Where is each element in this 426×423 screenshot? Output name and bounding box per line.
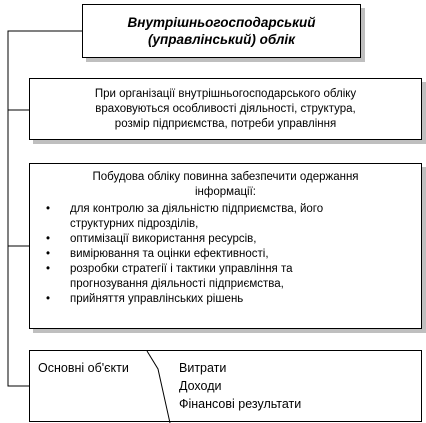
title-line-1: Внутрішньогосподарський [127,15,316,30]
features-line-1: При організації внутрішньогосподарського обліку [94,87,357,100]
title-line-2: (управлінський) облік [148,32,295,47]
objects-item-expenses: Витрати [179,361,227,375]
information-item-strategy-line-2: прогнозування діяльності підприємства, [70,278,284,290]
objects-item-financial-results: Фінансові результати [179,397,302,411]
information-box [29,163,422,329]
information-item-decisions-line-1: прийняття управлінських рішень [70,293,244,305]
bullet-icon: • [46,233,51,245]
information-item-optimization-line-1: оптимізації використання ресурсів, [70,233,257,245]
information-item-control-line-2: структурних підрозділів, [70,218,199,230]
information-item-optimization [40,232,411,247]
bullet-icon: • [46,263,51,275]
information-item-control-line-1: для контролю за діяльністю підприємства, його [70,203,324,215]
information-item-decisions [40,292,411,307]
title-box [82,4,361,58]
information-item-strategy [40,262,411,292]
information-item-measurement [40,247,411,262]
objects-list [179,359,301,413]
information-item-measurement-line-1: вимірювання та оцінки ефективності, [70,248,269,260]
features-line-2: враховуються особливості діяльності, структура, [95,102,356,115]
objects-label: Основні об'єкти [38,361,129,375]
objects-item-income: Доходи [179,379,222,393]
bullet-icon: • [46,203,51,215]
information-heading-line-1: Побудова обліку повинна забезпечити одержання [92,171,359,183]
information-list [40,202,411,307]
features-line-3: розмір підприємства, потреби управління [114,117,337,130]
bullet-icon: • [46,293,51,305]
information-item-strategy-line-1: розробки стратегії і тактики управління та [70,263,293,275]
information-heading-line-2: інформації: [195,186,256,198]
features-box [29,78,422,140]
bullet-icon: • [46,248,51,260]
objects-box [29,350,422,422]
information-item-control [40,202,411,232]
